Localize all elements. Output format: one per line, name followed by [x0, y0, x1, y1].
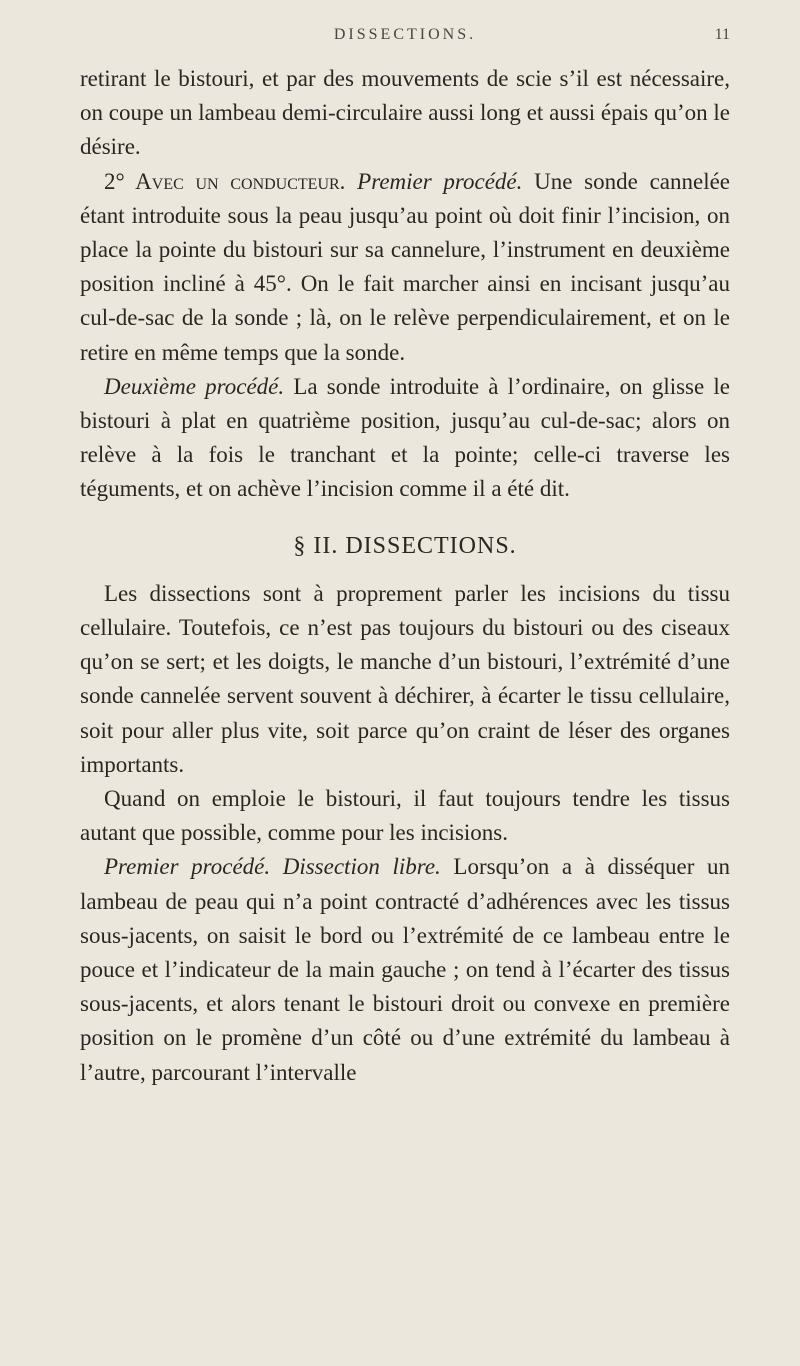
- running-title: DISSECTIONS.: [333, 26, 477, 43]
- section-heading: § II. DISSECTIONS.: [293, 532, 517, 559]
- paragraph-second-procedure: [80, 370, 730, 507]
- paragraph-conductor: [80, 165, 730, 370]
- paragraph-text: retirant le bistouri, et par des mouvements de scie s’il est nécessaire, on coupe un lambeau demi-circulaire aussi long et aussi épais qu’on le désire.: [80, 66, 730, 160]
- paragraph-dissections: [80, 577, 730, 782]
- paragraph-continuation: [80, 62, 730, 165]
- procedure-title: Deuxième procédé.: [104, 373, 285, 399]
- paragraph-bistouri: [80, 782, 730, 850]
- procedure-title: Premier procédé.: [357, 168, 523, 194]
- paragraph-text: Lorsqu’on a à disséquer un lambeau de peau qui n’a point contracté d’adhérences avec les tissus sous-jacents, on saisit le bord ou l’extrémité de ce lambeau entre le pouce et l’indicateur de la main gauche ; on tend à l’écarter des tissus sous-jacents, et alors tenant le bistouri droit ou convexe en première position on le promène d’un côté ou d’une extrémité du lambeau à l’autre, parcourant l’intervalle: [80, 854, 731, 1085]
- subsection-label: 2° Avec un conducteur.: [104, 168, 346, 194]
- paragraph-text: Les dissections sont à proprement parler les incisions du tissu cellulaire. Toutefois, ce n’est pas toujours du bistouri ou des ciseaux qu’on se sert; et les doigts, le manche d’un bistouri, l’extrémité d’une sonde cannelée servent souvent à déchirer, à écarter le tissu cellulaire, soit pour aller plus vite, soit parce qu’on craint de léser des organes importants.: [80, 580, 730, 777]
- paragraph-text: Une sonde cannelée étant introduite sous la peau jusqu’au point où doit finir l’incision, on place la pointe du bistouri sur sa cannelure, l’instrument en deuxième position incliné à 45°. On le fait marcher ainsi en incisant jusqu’au cul-de-sac de la sonde ; là, on le relève perpendiculairement, et on le retire en même temps que la sonde.: [80, 168, 730, 365]
- procedure-title: Premier procédé. Dissection libre.: [104, 854, 441, 880]
- paragraph-text: Quand on emploie le bistouri, il faut toujours tendre les tissus autant que possible, comme pour les incisions.: [80, 786, 730, 846]
- paragraph-text: La sonde introduite à l’ordinaire, on glisse le bistouri à plat en quatrième position, jusqu’au cul-de-sac; alors on relève à la fois le tranchant et la pointe; celle-ci traverse les téguments, et on achève l’incision comme il a été dit.: [80, 373, 731, 502]
- body-text: [80, 62, 730, 1090]
- page-number: 11: [714, 26, 730, 43]
- running-head: [80, 26, 730, 56]
- paragraph-free-dissection: [80, 850, 730, 1089]
